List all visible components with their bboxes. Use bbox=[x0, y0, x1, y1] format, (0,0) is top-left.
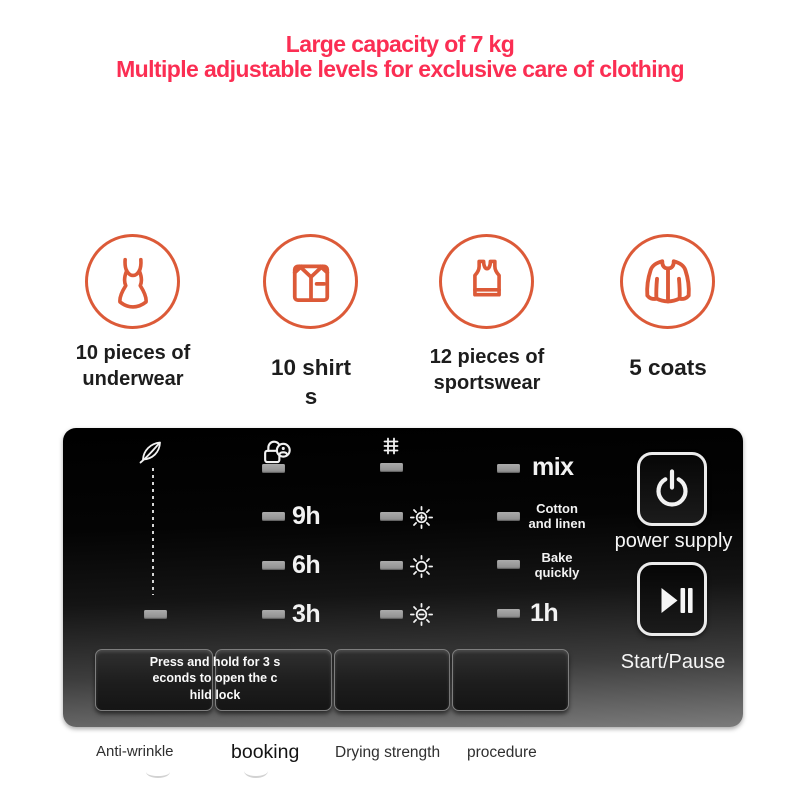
child-lock-note: Press and hold for 3 s econds to open the c hild lock bbox=[149, 655, 281, 702]
sun-plus-icon bbox=[409, 505, 434, 530]
control-panel bbox=[63, 428, 743, 727]
vest-icon bbox=[458, 253, 516, 311]
indicator-bar bbox=[262, 561, 285, 570]
header-title-line2: Multiple adjustable levels for exclusive care of clothing bbox=[116, 56, 684, 82]
sportswear-capacity-badge bbox=[439, 234, 534, 329]
anti-wrinkle-scale-line bbox=[152, 468, 154, 595]
program-label-1h: 1h bbox=[530, 599, 559, 627]
power-button[interactable] bbox=[637, 452, 707, 526]
coats-caption: 5 coats bbox=[629, 355, 707, 380]
underwear-capacity-badge bbox=[85, 234, 180, 329]
indicator-bar bbox=[380, 561, 403, 570]
sun-icon bbox=[409, 554, 434, 579]
panel-button-drying-strength[interactable] bbox=[334, 649, 450, 711]
start-pause-label: Start/Pause bbox=[620, 651, 726, 673]
booking-icon bbox=[261, 437, 293, 467]
indicator-bar bbox=[262, 464, 285, 473]
timer-label-9h: 9h bbox=[292, 502, 321, 530]
panel-button-anti-wrinkle[interactable] bbox=[95, 649, 213, 711]
play-pause-icon bbox=[648, 575, 696, 623]
underwear-caption: 10 pieces of underwear bbox=[75, 342, 191, 390]
footer-label-booking: booking bbox=[231, 741, 300, 763]
footer-label-drying-strength: Drying strength bbox=[335, 744, 441, 761]
indicator-bar bbox=[262, 610, 285, 619]
shirts-caption: 10 shirt s bbox=[270, 355, 352, 410]
power-icon bbox=[648, 465, 696, 513]
start-pause-button[interactable] bbox=[637, 562, 707, 636]
program-label-mix: mix bbox=[532, 453, 574, 481]
power-supply-label: power supply bbox=[614, 530, 733, 552]
underline-arc bbox=[244, 764, 268, 778]
indicator-bar bbox=[380, 512, 403, 521]
timer-label-6h: 6h bbox=[292, 551, 321, 579]
shirt-icon bbox=[281, 252, 341, 312]
indicator-bar bbox=[497, 464, 520, 473]
program-label-bake-quickly: Bake quickly bbox=[534, 550, 580, 581]
indicator-bar bbox=[380, 610, 403, 619]
indicator-bar bbox=[144, 610, 167, 619]
timer-label-3h: 3h bbox=[292, 600, 321, 628]
indicator-bar bbox=[262, 512, 285, 521]
sportswear-caption: 12 pieces of sportswear bbox=[429, 346, 545, 394]
sun-minus-icon bbox=[409, 602, 434, 627]
panel-button-procedure[interactable] bbox=[452, 649, 569, 711]
coats-capacity-badge bbox=[620, 234, 715, 329]
footer-label-procedure: procedure bbox=[467, 744, 537, 761]
coat-icon bbox=[637, 251, 699, 313]
header-title-line1: Large capacity of 7 kg bbox=[285, 31, 515, 57]
dress-icon bbox=[104, 253, 162, 311]
program-label-cotton-linen: Cotton and linen bbox=[528, 501, 586, 532]
shirts-capacity-badge bbox=[263, 234, 358, 329]
indicator-bar bbox=[497, 609, 520, 618]
indicator-bar bbox=[380, 463, 403, 472]
underline-arc bbox=[146, 766, 170, 778]
footer-label-anti-wrinkle: Anti-wrinkle bbox=[96, 743, 174, 760]
panel-button-booking[interactable] bbox=[215, 649, 332, 711]
drying-rack-icon bbox=[380, 435, 402, 457]
feather-icon bbox=[136, 437, 166, 465]
